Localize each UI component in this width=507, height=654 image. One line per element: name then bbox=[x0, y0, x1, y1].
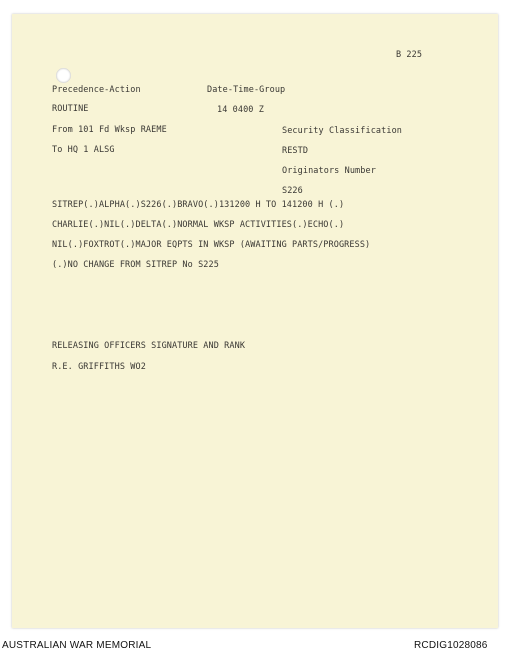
from-line: From 101 Fd Wksp RAEME bbox=[52, 125, 167, 135]
date-time-group-label: Date-Time-Group bbox=[207, 85, 286, 95]
message-line-4: (.)NO CHANGE FROM SITREP No S225 bbox=[52, 260, 219, 270]
document-page bbox=[12, 14, 498, 628]
originators-number-label: Originators Number bbox=[282, 166, 376, 176]
reference-number: B 225 bbox=[396, 50, 423, 60]
signature-name: R.E. GRIFFITHS WO2 bbox=[52, 362, 146, 372]
signature-label: RELEASING OFFICERS SIGNATURE AND RANK bbox=[52, 341, 246, 351]
footer-source: AUSTRALIAN WAR MEMORIAL bbox=[2, 640, 152, 651]
footer-id: RCDIG1028086 bbox=[414, 640, 488, 651]
originators-number-value: S226 bbox=[282, 186, 303, 196]
message-line-1: SITREP(.)ALPHA(.)S226(.)BRAVO(.)131200 H TO 141200 H (.) bbox=[52, 200, 345, 210]
message-line-2: CHARLIE(.)NIL(.)DELTA(.)NORMAL WKSP ACTIVITIES(.)ECHO(.) bbox=[52, 220, 345, 230]
to-line: To HQ 1 ALSG bbox=[52, 145, 115, 155]
message-line-3: NIL(.)FOXTROT(.)MAJOR EQPTS IN WKSP (AWAITING PARTS/PROGRESS) bbox=[52, 240, 371, 250]
precedence-label: Precedence-Action bbox=[52, 85, 141, 95]
precedence-value: ROUTINE bbox=[52, 104, 89, 114]
security-classification-label: Security Classification bbox=[282, 126, 403, 136]
date-time-group-value: 14 0400 Z bbox=[217, 105, 264, 115]
punch-hole bbox=[56, 68, 71, 83]
security-classification-value: RESTD bbox=[282, 146, 309, 156]
